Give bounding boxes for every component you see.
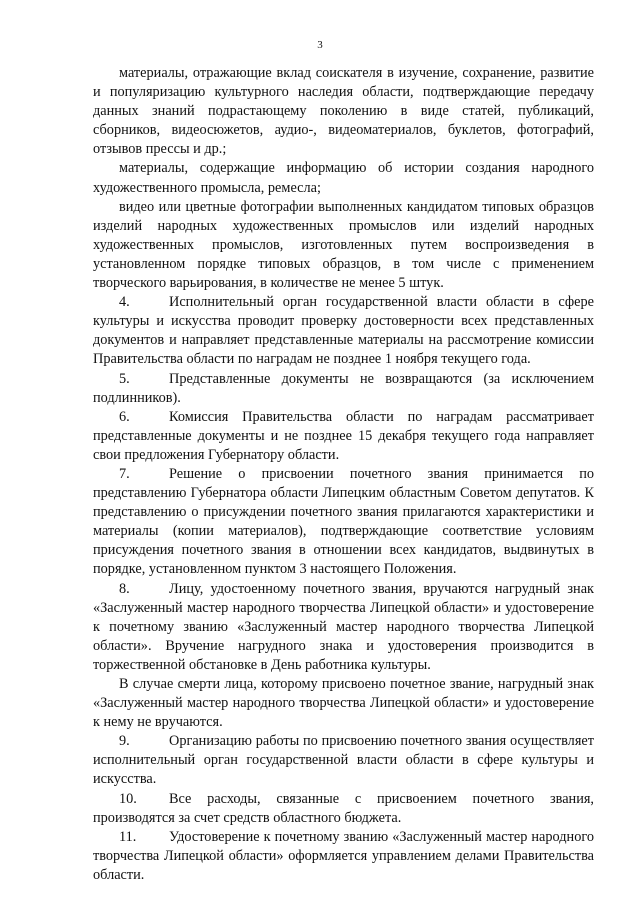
paragraph-text: Решение о присвоении почетного звания принимается по представлению Губернатора области Липецким областным Советом депутатов. К представлению о присуждении почетного звания прилагаются характеристики и материалы (копии материалов), подтверждающие соответствие условиям присуждения почетного звания в отношении всех кандидатов, выдвинутых в порядке, установленном пунктом 3 настоящего Положения. <box>93 465 594 578</box>
clause-4 <box>93 293 594 369</box>
clause-number: 11. <box>119 828 137 845</box>
clause-11 <box>93 828 594 885</box>
list-item-materials-history <box>93 159 594 197</box>
paragraph-text: видео или цветные фотографии выполненных кандидатом типовых образцов изделий народных художественных промыслов или изделий народных художественных промыслов, изготовленных путем воспроизведения в установленном порядке типовых образцов, в том числе с применением творческого варьирования, в количестве не менее 5 штук. <box>93 198 594 292</box>
clause-number: 8. <box>119 580 130 597</box>
clause-8-continued <box>93 675 594 732</box>
paragraph-text: материалы, отражающие вклад соискателя в изучение, сохранение, развитие и популяризацию культурного наследия области, подтверждающие передачу данных знаний подрастающему поколению в виде статей, публикаций, сборников, видеосюжетов, аудио-, видеоматериалов, буклетов, фотографий, отзывов прессы и др.; <box>93 65 594 158</box>
paragraph-text: Лицу, удостоенному почетного звания, вручаются нагрудный знак «Заслуженный мастер народного творчества Липецкой области» и удостоверение к почетному званию «Заслуженный мастер народного творчества Липецкой области». Вручение нагрудного знака и удостоверения производится в торжественной обстановке в День работника культуры. <box>93 580 594 673</box>
clause-number: 10. <box>119 790 137 807</box>
clause-7 <box>93 465 594 580</box>
clause-number: 5. <box>119 370 130 387</box>
clause-number: 6. <box>119 408 130 425</box>
clause-5 <box>93 370 594 408</box>
document-body <box>93 64 594 885</box>
paragraph-text: Представленные документы не возвращаются (за исключением подлинников). <box>93 370 594 406</box>
clause-number: 7. <box>119 465 130 482</box>
clause-10 <box>93 790 594 828</box>
clause-9 <box>93 732 594 789</box>
clause-number: 9. <box>119 733 130 750</box>
page-number: 3 <box>317 39 323 51</box>
clause-6 <box>93 408 594 465</box>
list-item-materials-contribution <box>93 64 594 159</box>
paragraph-text: материалы, содержащие информацию об истории создания народного художественного промысла, ремесла; <box>93 160 594 196</box>
clause-number: 4. <box>119 294 130 311</box>
list-item-video-photos <box>93 198 594 293</box>
paragraph-text: Удостоверение к почетному званию «Заслуженный мастер народного творчества Липецкой области» оформляется управлением делами Правительства области. <box>93 828 594 883</box>
paragraph-text: В случае смерти лица, которому присвоено почетное звание, нагрудный знак «Заслуженный мастер народного творчества Липецкой области» и удостоверение к нему не вручаются. <box>93 676 594 731</box>
paragraph-text: Организацию работы по присвоению почетного звания осуществляет исполнительный орган государственной власти области в сфере культуры и искусства. <box>93 733 594 788</box>
paragraph-text: Исполнительный орган государственной власти области в сфере культуры и искусства проводит проверку достоверности всех представленных документов и направляет представленные материалы на рассмотрение комиссии Правительства области по наградам не позднее 1 ноября текущего года. <box>93 294 594 368</box>
paragraph-text: Все расходы, связанные с присвоением почетного звания, производятся за счет средств областного бюджета. <box>93 790 594 826</box>
clause-8 <box>93 580 594 675</box>
paragraph-text: Комиссия Правительства области по наградам рассматривает представленные документы и не позднее 15 декабря текущего года направляет свои предложения Губернатору области. <box>93 408 594 463</box>
